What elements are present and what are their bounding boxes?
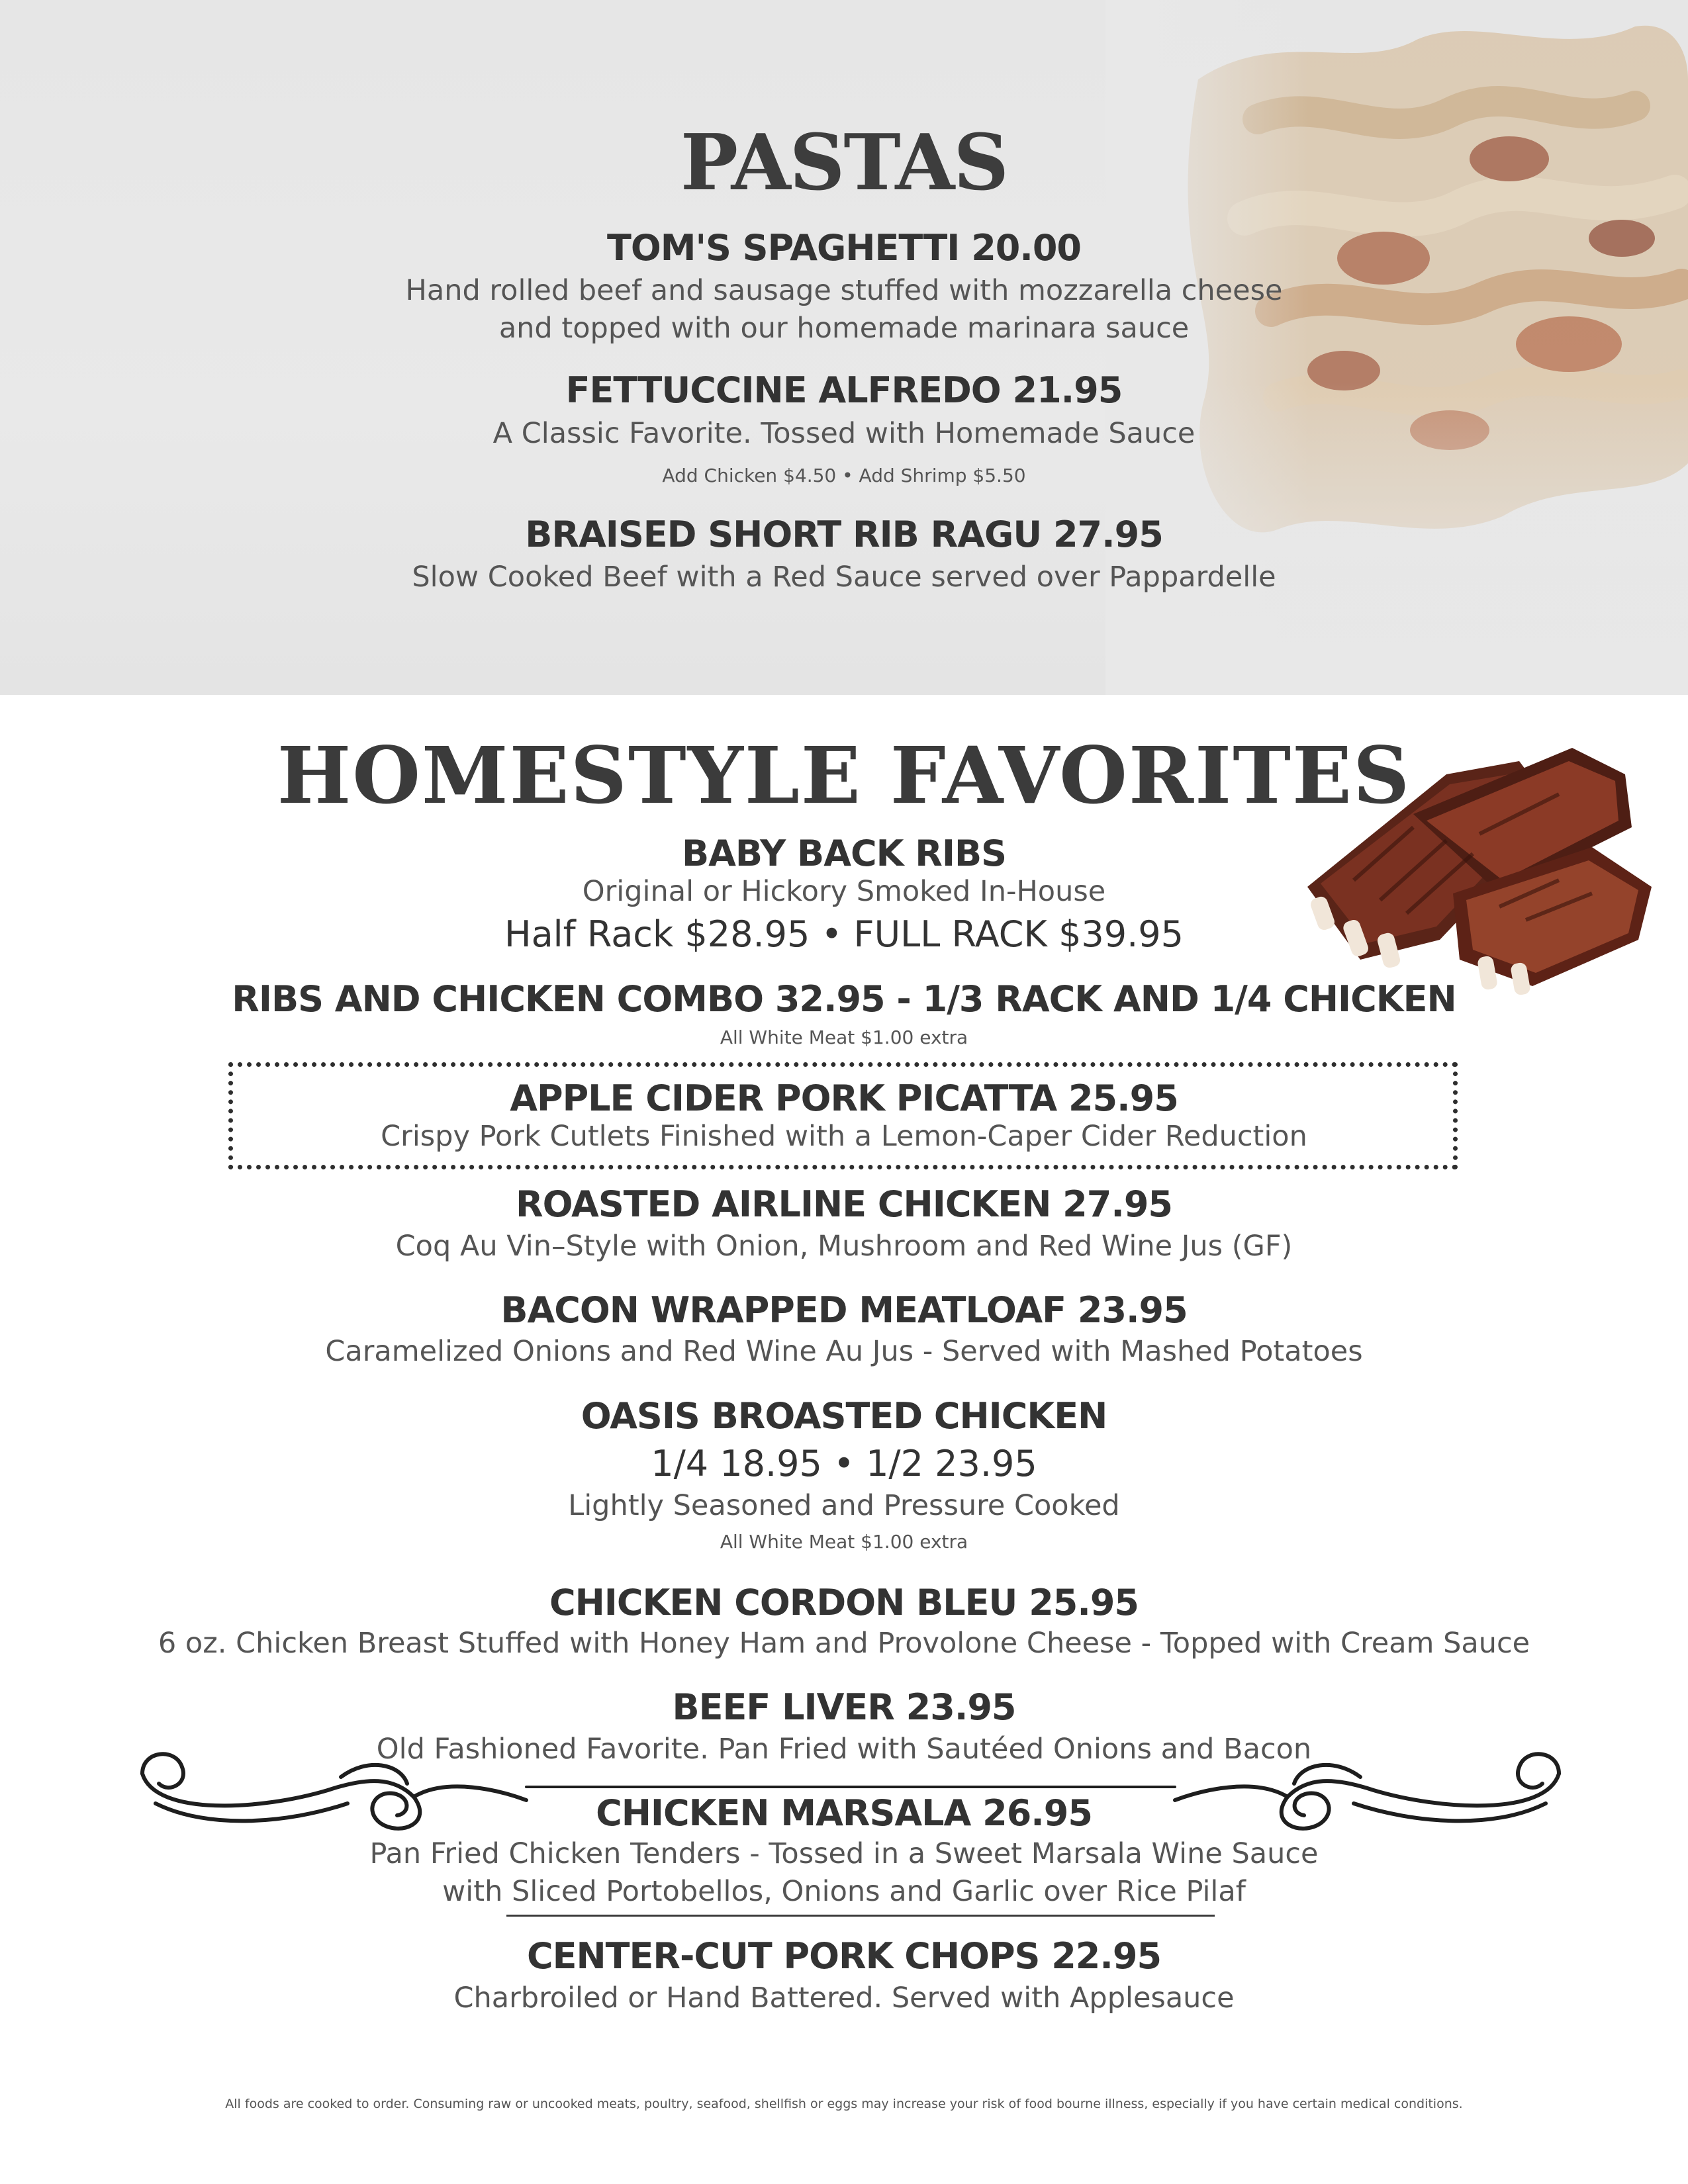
menu-item-title: CHICKEN CORDON BLEU 25.95 [549,1582,1139,1623]
menu-item-desc: Caramelized Onions and Red Wine Au Jus - Served with Mashed Potatoes [325,1335,1363,1368]
menu-item-desc: Pan Fried Chicken Tenders - Tossed in a Sweet Marsala Wine Sauce [369,1837,1319,1870]
menu-item-desc: Coq Au Vin–Style with Onion, Mushroom and Red Wine Jus (GF) [395,1230,1293,1263]
menu-item-title: CENTER-CUT PORK CHOPS 22.95 [526,1935,1162,1977]
menu-item-desc: Original or Hickory Smoked In-House [582,875,1106,908]
menu-item-note: All White Meat $1.00 extra [720,1531,968,1553]
section-title-homestyle: HOMESTYLE FAVORITES [277,729,1411,821]
menu-item-note: Add Chicken $4.50 • Add Shrimp $5.50 [662,465,1026,486]
menu-item-title: BACON WRAPPED MEATLOAF 23.95 [500,1289,1188,1331]
menu-item-price-line: Half Rack $28.95 • FULL RACK $39.95 [504,913,1184,955]
footer-disclaimer: All foods are cooked to order. Consuming raw or uncooked meats, poultry, seafood, shellfish or eggs may increase your risk of food bourne illness, especially if you have certain medical conditions. [225,2097,1463,2111]
menu-item-title: RIBS AND CHICKEN COMBO 32.95 - 1/3 RACK AND 1/4 CHICKEN [232,978,1456,1020]
section-title-pastas: PASTAS [680,118,1008,208]
menu-item-title: BABY BACK RIBS [681,833,1006,874]
menu-item-title: BRAISED SHORT RIB RAGU 27.95 [525,514,1163,555]
menu-item-title: APPLE CIDER PORK PICATTA 25.95 [510,1077,1178,1119]
menu-item-title: OASIS BROASTED CHICKEN [581,1395,1107,1437]
menu-item-note: All White Meat $1.00 extra [720,1026,968,1048]
menu-item-desc: Charbroiled or Hand Battered. Served with Applesauce [453,1981,1235,2015]
menu-item-price-line: 1/4 18.95 • 1/2 23.95 [651,1443,1037,1484]
menu-item-desc: Slow Cooked Beef with a Red Sauce served over Pappardelle [412,561,1276,594]
menu-item-desc: Hand rolled beef and sausage stuffed with mozzarella cheese [405,274,1283,307]
menu-item-title: ROASTED AIRLINE CHICKEN 27.95 [516,1183,1172,1225]
menu-item-desc: Lightly Seasoned and Pressure Cooked [568,1489,1120,1522]
menu-item-title: BEEF LIVER 23.95 [672,1686,1016,1728]
menu-item-desc: A Classic Favorite. Tossed with Homemade Sauce [492,417,1196,450]
menu-item-title: FETTUCCINE ALFREDO 21.95 [565,369,1123,411]
menu-item-desc: 6 oz. Chicken Breast Stuffed with Honey Ham and Provolone Cheese - Topped with Cream Sauce [158,1627,1530,1660]
menu-item-desc: Crispy Pork Cutlets Finished with a Lemon-Caper Cider Reduction [381,1120,1307,1153]
menu-item-desc: and topped with our homemade marinara sauce [498,312,1190,345]
menu-item-title: CHICKEN MARSALA 26.95 [596,1792,1092,1834]
menu-item-desc: Old Fashioned Favorite. Pan Fried with Sautéed Onions and Bacon [376,1733,1312,1766]
menu-item-desc: with Sliced Portobellos, Onions and Garlic over Rice Pilaf [442,1875,1246,1908]
menu-item-title: TOM'S SPAGHETTI 20.00 [606,227,1081,269]
divider-line [506,1915,1215,1917]
